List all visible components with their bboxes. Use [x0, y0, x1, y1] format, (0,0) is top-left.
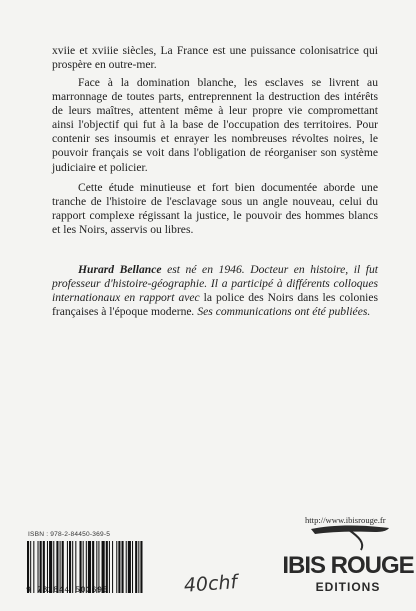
- paragraph-text: Face à la domination blanche, les esclaves se livrent au marronnage de toutes parts, entreprennent la destruction des intérêts de leurs maîtres, attentent même à leur propre vie compromettant ainsi l'objectif qui fut à la base de l'occupation des territoires. Pour contenir ses insoumis et enrayer les nombreuses révoltes noires, le pouvoir français se voit dans l'obligation de réorganiser son système judiciaire et policier.: [52, 76, 378, 174]
- price-text: 40chf: [183, 571, 238, 597]
- paragraph-colonial-intro: [52, 44, 378, 72]
- bio-text-part1: est né en 1946. Docteur en histoire, il fut professeur d'histoire-géographie. Il a participé à différents colloques internationaux en rapport avec: [52, 263, 378, 305]
- paragraph-study-summary: [52, 181, 378, 237]
- isbn-label: ISBN : 978-2-84450-369-5: [28, 531, 111, 538]
- logo-subtitle: EDITIONS: [315, 580, 381, 594]
- publisher-url: http://www.ibisrouge.fr: [305, 515, 386, 525]
- author-name: Hurard Bellance: [78, 263, 162, 276]
- logo-wordmark: IBIS ROUGE: [282, 552, 414, 579]
- author-bio: [52, 263, 378, 319]
- bio-text-part2: . Ses communications ont été publiées.: [191, 305, 371, 319]
- publisher-logo: [282, 523, 414, 601]
- author-bio-text: [52, 263, 378, 319]
- handwritten-price: [180, 566, 242, 600]
- bio-book-title: la police des Noirs dans les colonies françaises à l'époque moderne: [52, 291, 378, 319]
- paragraph-text: xviie et xviiie siècles, La France est une puissance colonisatrice qui prospère en outre-mer.: [52, 44, 378, 72]
- paragraph-domination: [52, 76, 378, 175]
- barcode-digits: 9 782844 503695: [26, 586, 108, 595]
- paragraph-text: Cette étude minutieuse et fort bien documentée aborde une tranche de l'histoire de l'esclavage sous un angle nouveau, celui du rapport complexe régissant la justice, le pouvoir des hommes blancs et les Noirs, asservis ou libres.: [52, 181, 378, 237]
